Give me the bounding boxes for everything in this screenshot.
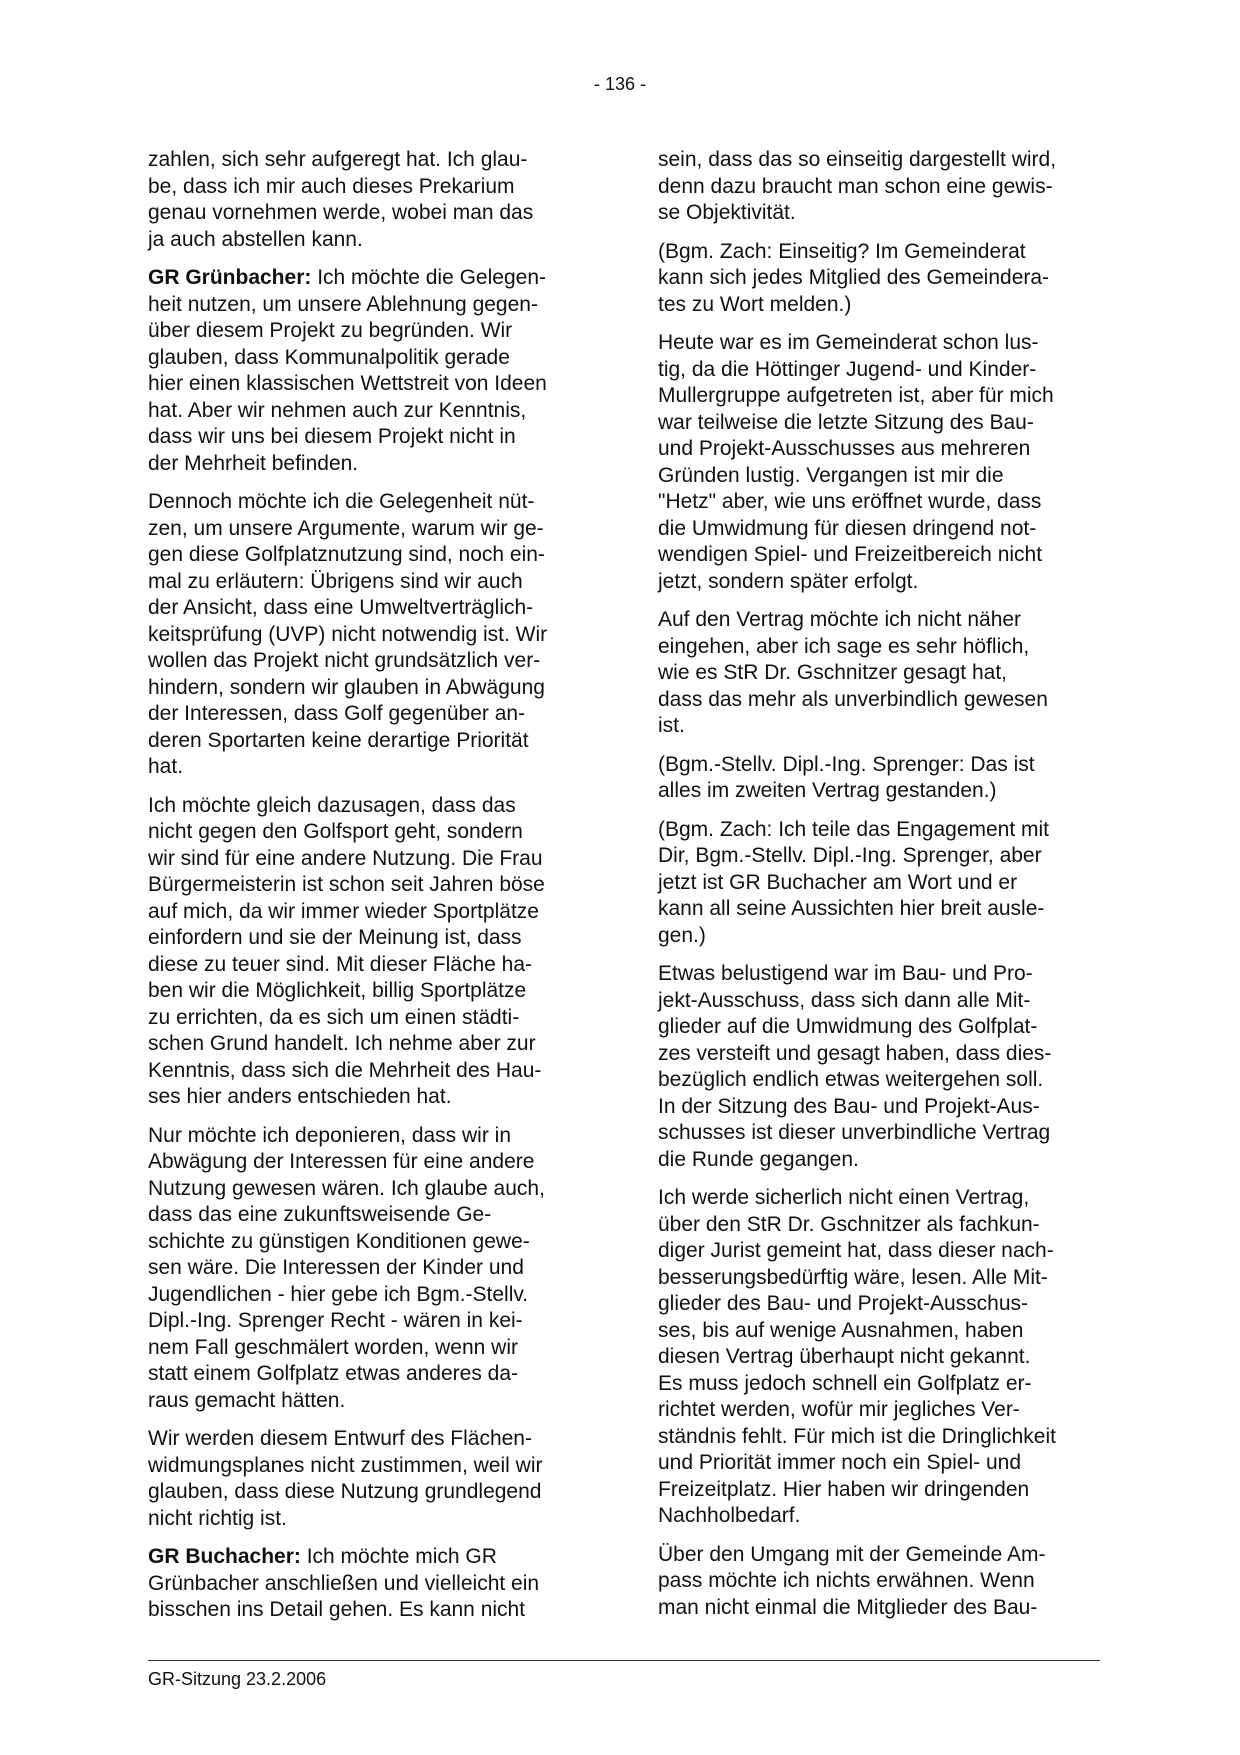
speaker-paragraph [148, 265, 608, 477]
paragraph-line: (Bgm.-Stellv. Dipl.-Ing. Sprenger: Das ist [658, 752, 1035, 776]
paragraph-line: besserungsbedürftig wäre, lesen. Alle Mit- [658, 1265, 1048, 1289]
paragraph-line: ja auch abstellen kann. [148, 227, 363, 251]
footer-session-date: GR-Sitzung 23.2.2006 [148, 1669, 327, 1689]
paragraph-line: diese zu teuer sind. Mit dieser Fläche ha- [148, 952, 533, 976]
paragraph-line: Abwägung der Interessen für eine andere [148, 1150, 535, 1173]
paragraph-line: und Priorität immer noch ein Spiel- und [658, 1451, 1022, 1474]
paragraph-line: schusses ist dieser unverbindliche Vertrag [658, 1121, 1051, 1144]
paragraph-line: zen, um unsere Argumente, warum wir ge- [148, 516, 544, 540]
paragraph-line: Über den Umgang mit der Gemeinde Am- [658, 1542, 1046, 1566]
paragraph-line: wendigen Spiel- und Freizeitbereich nicht [658, 543, 1043, 566]
paragraph [148, 793, 608, 1111]
paragraph-line: hat. [148, 755, 184, 778]
paragraph-line: glauben, dass Kommunalpolitik gerade [148, 345, 510, 369]
paragraph [658, 607, 1118, 740]
paragraph-line: hier einen klassischen Wettstreit von Ideen [148, 372, 547, 395]
paragraph-line: jekt-Ausschuss, dass sich dann alle Mit- [658, 988, 1031, 1012]
paragraph-line: glauben, dass diese Nutzung grundlegend [148, 1480, 542, 1503]
paragraph-line: Grünbacher anschließen und vielleicht ein [148, 1571, 540, 1595]
paragraph-line: sein, dass das so einseitig dargestellt wird, [658, 148, 1057, 171]
paragraph-line: glieder auf die Umwidmung des Golfplat- [658, 1015, 1038, 1038]
paragraph-line: mal zu erläutern: Übrigens sind wir auch [148, 569, 523, 593]
paragraph-line: jetzt, sondern später erfolgt. [658, 569, 919, 593]
paragraph-line: Es muss jedoch schnell ein Golfplatz er- [658, 1371, 1032, 1395]
paragraph-line: gen.) [658, 923, 706, 947]
paragraph-line: man nicht einmal die Mitglieder des Bau- [658, 1595, 1038, 1619]
paragraph-line: diesen Vertrag überhaupt nicht gekannt. [658, 1345, 1031, 1368]
paragraph-line: alles im zweiten Vertrag gestanden.) [658, 779, 997, 802]
paragraph-line: bisschen ins Detail gehen. Es kann nicht [148, 1598, 526, 1621]
paragraph [658, 1542, 1118, 1622]
paragraph-line: raus gemacht hätten. [148, 1388, 346, 1412]
paragraph-line: Nutzung gewesen wären. Ich glaube auch, [148, 1176, 545, 1200]
paragraph-line: ses hier anders entschieden hat. [148, 1085, 452, 1108]
paragraph-line: die Runde gegangen. [658, 1147, 859, 1171]
paragraph [658, 1185, 1118, 1530]
paragraph-line: heit nutzen, um unsere Ablehnung gegen- [148, 292, 538, 316]
paragraph-line: kann sich jedes Mitglied des Gemeindera- [658, 266, 1050, 289]
paragraph-line: Dipl.-Ing. Sprenger Recht - wären in kei- [148, 1309, 523, 1332]
paragraph-line [148, 265, 608, 292]
paragraph-line: se Objektivität. [658, 201, 796, 224]
speaker-line-text: Ich möchte mich GR [300, 1545, 497, 1568]
paragraph-line: auf mich, da wir immer wieder Sportplätze [148, 899, 539, 923]
paragraph [658, 330, 1118, 595]
paragraph-line: widmungsplanes nicht zustimmen, weil wir [148, 1453, 543, 1477]
paragraph-line: schen Grund handelt. Ich nehme aber zur [148, 1032, 536, 1055]
paragraph-line [148, 1544, 608, 1571]
paragraph-line: über diesem Projekt zu begründen. Wir [148, 319, 513, 342]
paragraph [148, 147, 608, 253]
paragraph [658, 961, 1118, 1173]
paragraph-line: dass das mehr als unverbindlich gewesen [658, 687, 1048, 711]
paragraph-line: gen diese Golfplatznutzung sind, noch ein- [148, 543, 545, 566]
paragraph [658, 147, 1118, 227]
paragraph-line: zahlen, sich sehr aufgeregt hat. Ich glau- [148, 148, 528, 171]
paragraph-line: Nur möchte ich deponieren, dass wir in [148, 1123, 512, 1147]
paragraph-line: be, dass ich mir auch dieses Prekarium [148, 174, 515, 198]
paragraph-line: richtet werden, wofür mir jegliches Ver- [658, 1398, 1020, 1421]
paragraph-line: (Bgm. Zach: Einseitig? Im Gemeinderat [658, 239, 1026, 263]
paragraph-line: und Projekt-Ausschusses aus mehreren [658, 437, 1031, 460]
paragraph-line: ben wir die Möglichkeit, billig Sportplätze [148, 979, 527, 1002]
paragraph-line: Ich werde sicherlich nicht einen Vertrag, [658, 1186, 1030, 1209]
paragraph-line: nem Fall geschmälert worden, wenn wir [148, 1335, 518, 1359]
left-text-column [148, 147, 608, 1636]
paragraph-line: wollen das Projekt nicht grundsätzlich ver- [148, 649, 541, 672]
paragraph [148, 1123, 608, 1415]
paragraph [148, 489, 608, 781]
paragraph [658, 239, 1118, 319]
paragraph-line: deren Sportarten keine derartige Priorität [148, 728, 529, 752]
paragraph-line: kann all seine Aussichten hier breit ausle- [658, 897, 1045, 920]
paragraph-line: In der Sitzung des Bau- und Projekt-Aus- [658, 1094, 1040, 1118]
paragraph-line: wir sind für eine andere Nutzung. Die Frau [148, 846, 543, 870]
paragraph-line: schichte zu günstigen Konditionen gewe- [148, 1229, 530, 1253]
paragraph-line: Jugendlichen - hier gebe ich Bgm.-Stellv. [148, 1282, 529, 1306]
paragraph-line: ses, bis auf wenige Ausnahmen, haben [658, 1318, 1024, 1342]
paragraph-line: einfordern und sie der Meinung ist, dass [148, 926, 522, 949]
paragraph-line: dass wir uns bei diesem Projekt nicht in [148, 425, 516, 448]
paragraph-line: denn dazu braucht man schon eine gewis- [658, 174, 1053, 198]
paragraph-line: genau vornehmen werde, wobei man das [148, 201, 534, 224]
paragraph-line: die Umwidmung für diesen dringend not- [658, 516, 1037, 540]
paragraph-line: Mullergruppe aufgetreten ist, aber für mich [658, 384, 1054, 407]
paragraph-line: Kenntnis, dass sich die Mehrheit des Hau- [148, 1058, 542, 1082]
paragraph-line: Wir werden diesem Entwurf des Flächen- [148, 1427, 532, 1450]
paragraph-line: Ich möchte gleich dazusagen, dass das [148, 793, 516, 817]
speaker-name: GR Buchacher: [148, 1545, 301, 1568]
footer-divider [148, 1660, 1100, 1661]
paragraph-line: hat. Aber wir nehmen auch zur Kenntnis, [148, 398, 527, 422]
paragraph-line: nicht richtig ist. [148, 1506, 287, 1530]
paragraph-line: über den StR Dr. Gschnitzer als fachkun- [658, 1212, 1040, 1236]
paragraph-line: Dir, Bgm.-Stellv. Dipl.-Ing. Sprenger, aber [658, 844, 1042, 867]
paragraph-line: statt einem Golfplatz etwas anderes da- [148, 1362, 519, 1385]
paragraph-line: eingehen, aber ich sage es sehr höflich, [658, 634, 1030, 658]
paragraph-line: ist. [658, 714, 685, 737]
speaker-line-text: Ich möchte die Gelegen- [311, 266, 546, 289]
paragraph-line: ständnis fehlt. Für mich ist die Dringlichkeit [658, 1424, 1056, 1448]
speaker-name: GR Grünbacher: [148, 266, 312, 289]
paragraph-line: (Bgm. Zach: Ich teile das Engagement mit [658, 817, 1050, 841]
paragraph [658, 817, 1118, 950]
paragraph-line: Freizeitplatz. Hier haben wir dringenden [658, 1477, 1030, 1501]
paragraph [148, 1426, 608, 1532]
paragraph-line: Heute war es im Gemeinderat schon lus- [658, 331, 1039, 354]
paragraph-line: wie es StR Dr. Gschnitzer gesagt hat, [658, 661, 1007, 684]
paragraph-line: bezüglich endlich etwas weitergehen soll. [658, 1068, 1044, 1091]
paragraph-line: "Hetz" aber, wie uns eröffnet wurde, dass [658, 490, 1042, 513]
paragraph-line: tig, da die Höttinger Jugend- und Kinder- [658, 357, 1037, 381]
paragraph-line: der Ansicht, dass eine Umweltverträglich- [148, 596, 534, 619]
paragraph-line: sen wäre. Die Interessen der Kinder und [148, 1256, 524, 1279]
paragraph-line: Dennoch möchte ich die Gelegenheit nüt- [148, 490, 535, 513]
page-number: - 136 - [593, 74, 647, 94]
paragraph-line: Gründen lustig. Vergangen ist mir die [658, 463, 1004, 487]
paragraph-line: diger Jurist gemeint hat, dass dieser nach- [658, 1239, 1054, 1262]
paragraph-line: der Mehrheit befinden. [148, 451, 359, 475]
paragraph-line: jetzt ist GR Buchacher am Wort und er [658, 870, 1018, 894]
paragraph-line: Auf den Vertrag möchte ich nicht näher [658, 608, 1022, 631]
paragraph-line: zu errichten, da es sich um einen städti- [148, 1005, 520, 1029]
paragraph-line: dass das eine zukunftsweisende Ge- [148, 1203, 492, 1226]
paragraph-line: Etwas belustigend war im Bau- und Pro- [658, 962, 1033, 985]
paragraph-line: tes zu Wort melden.) [658, 292, 852, 316]
paragraph-line: war teilweise die letzte Sitzung des Bau- [658, 410, 1034, 434]
paragraph [658, 752, 1118, 805]
speaker-paragraph [148, 1544, 608, 1624]
paragraph-line: zes versteift und gesagt haben, dass dies- [658, 1041, 1052, 1065]
paragraph-line: der Interessen, dass Golf gegenüber an- [148, 702, 526, 725]
paragraph-line: pass möchte ich nichts erwähnen. Wenn [658, 1569, 1035, 1592]
paragraph-line: glieder des Bau- und Projekt-Ausschus- [658, 1292, 1029, 1315]
paragraph-line: keitsprüfung (UVP) nicht notwendig ist. Wir [148, 622, 548, 646]
paragraph-line: hindern, sondern wir glauben in Abwägung [148, 675, 545, 699]
right-text-column [658, 147, 1118, 1633]
paragraph-line: Nachholbedarf. [658, 1504, 801, 1527]
paragraph-line: nicht gegen den Golfsport geht, sondern [148, 820, 523, 843]
paragraph-line: Bürgermeisterin ist schon seit Jahren böse [148, 873, 545, 896]
